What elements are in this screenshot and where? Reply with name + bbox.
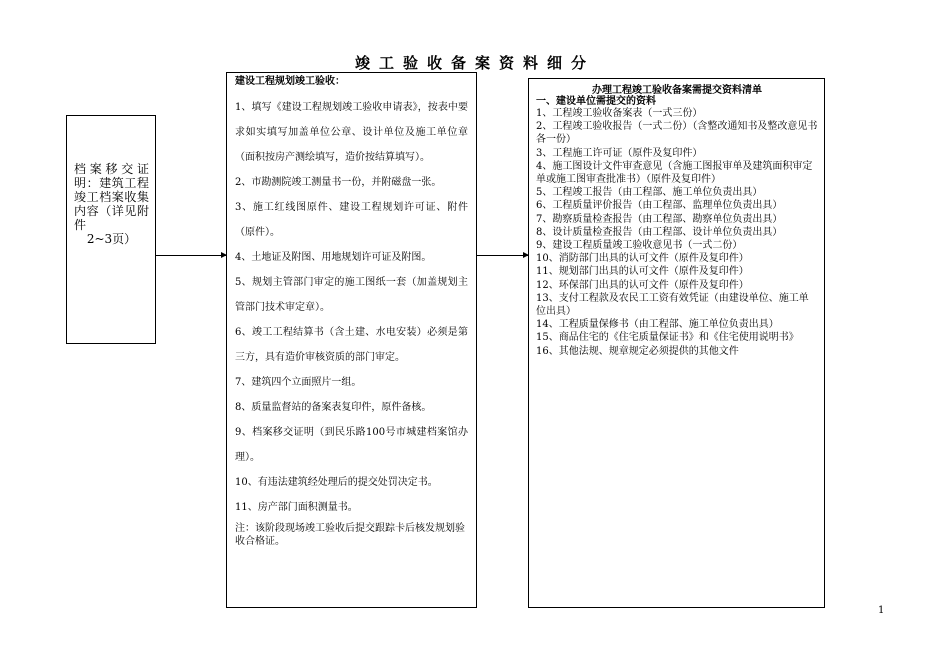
checklist-item: 2、工程竣工验收报告（一式二份）（含整改通知书及整改意见书各一份） [536,121,818,146]
planning-item: 11、房产部门面积测量书。 [235,502,358,513]
planning-acceptance-heading: 建设工程规划竣工验收： [235,76,345,87]
planning-item: 6、竣工工程结算书（含土建、水电安装）必须是第三方，具有造价审核资质的部门审定。 [235,327,468,363]
planning-acceptance-box [226,72,477,608]
planning-item: 5、规划主管部门审定的施工图纸一套（加盖规划主管部门技术审定章）。 [235,277,468,313]
planning-item: 9、档案移交证明（到民乐路100号市城建档案馆办理）。 [235,427,468,463]
checklist-item: 8、设计质量检查报告（由工程部、设计单位负责出具） [536,226,783,238]
checklist-item: 5、工程竣工报告（由工程部、施工单位负责出具） [536,187,763,199]
checklist-item: 15、商品住宅的《住宅质量保证书》和《住宅使用说明书》 [536,332,799,344]
planning-item: 10、有违法建筑经处理后的提交处罚决定书。 [235,477,438,488]
checklist-item: 10、消防部门出具的认可文件（原件及复印件） [536,253,749,265]
arrow-right-icon [156,255,226,256]
archive-transfer-last: 2~3页） [86,232,137,246]
filing-checklist-subheading: 一、建设单位需提交的资料 [536,96,656,107]
checklist-item: 6、工程质量评价报告（由工程部、监理单位负责出具） [536,200,783,212]
checklist-item: 13、支付工程款及农民工工资有效凭证（由建设单位、施工单位出具） [536,292,809,318]
checklist-item: 9、建设工程质量竣工验收意见书（一式二份） [536,240,743,252]
checklist-item: 16、其他法规、规章规定必须提供的其他文件 [536,345,739,357]
page-number: 1 [878,605,885,616]
checklist-item: 7、勘察质量检查报告（由工程部、勘察单位负责出具） [536,213,783,225]
archive-transfer-box [66,115,156,344]
planning-item: 4、土地证及附图、用地规划许可证及附图。 [235,252,432,263]
checklist-item: 1、工程竣工验收备案表（一式三份） [536,108,703,119]
archive-transfer-text [74,162,149,246]
planning-item: 2、市勘测院竣工测量书一份，并附磁盘一张。 [235,177,442,188]
archive-transfer-main: 档案移交证明：建筑工程竣工档案收集内容（详见附件 [74,162,149,232]
checklist-item: 4、施工图设计文件审查意见（含施工图报审单及建筑面积审定单或施工图审查批准书）（原件及复印件） [536,160,813,186]
planning-item: 3、施工红线图原件、建设工程规划许可证、附件（原件）。 [235,202,468,238]
checklist-item: 14、工程质量保修书（由工程部、施工单位负责出具） [536,319,779,331]
checklist-item: 3、工程施工许可证（原件及复印件） [536,147,703,159]
planning-item: 7、建筑四个立面照片一组。 [235,377,362,388]
checklist-item: 12、环保部门出具的认可文件（原件及复印件） [536,279,749,291]
planning-item: 8、质量监督站的备案表复印件，原件备核。 [235,402,432,413]
filing-checklist-heading: 办理工程竣工验收备案需提交资料清单 [592,85,762,96]
planning-note: 注：该阶段现场竣工验收后提交跟踪卡后核发规划验收合格证。 [235,523,465,547]
filing-checklist-box [528,78,825,608]
planning-item: 1、填写《建设工程规划竣工验收申请表》，按表中要求如实填写加盖单位公章、设计单位及施工单位章（面积按房产测绘填写，造价按结算填写）。 [235,102,468,163]
page-title: 竣工验收备案资料细分 [354,54,595,72]
arrow-right-icon [477,255,528,256]
checklist-item: 11、规划部门出具的认可文件（原件及复印件） [536,266,749,278]
